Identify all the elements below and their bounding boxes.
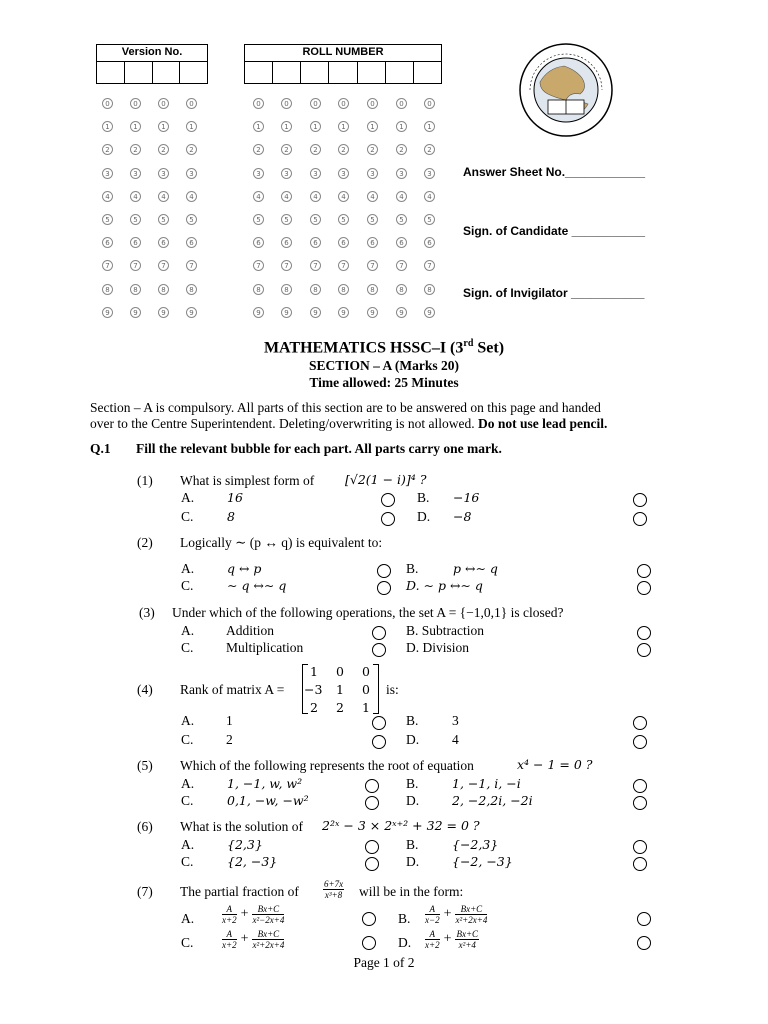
option-label-b: B. bbox=[417, 490, 430, 505]
digit-bubble-9[interactable]: 9 bbox=[130, 307, 141, 318]
digit-bubble-3[interactable]: 3 bbox=[253, 168, 264, 179]
digit-bubble-6[interactable]: 6 bbox=[310, 237, 321, 248]
roll-cell[interactable] bbox=[245, 62, 273, 84]
digit-bubble-2[interactable]: 2 bbox=[310, 144, 321, 155]
digit-bubble-1[interactable]: 1 bbox=[253, 121, 264, 132]
digit-bubble-9[interactable]: 9 bbox=[424, 307, 435, 318]
answer-bubble-c[interactable] bbox=[362, 936, 376, 950]
option-c-value: 8 bbox=[227, 509, 235, 524]
digit-bubble-6[interactable]: 6 bbox=[158, 237, 169, 248]
option-c-value: 2 bbox=[226, 732, 233, 747]
question-text: Under which of the following operations, the set A = {−1,0,1} is closed? bbox=[172, 605, 564, 620]
digit-bubble-9[interactable]: 9 bbox=[338, 307, 349, 318]
option-label-d: D. bbox=[417, 509, 431, 524]
digit-bubble-1[interactable]: 1 bbox=[338, 121, 349, 132]
answer-bubble-b[interactable] bbox=[637, 912, 651, 926]
option-label-b: B. bbox=[406, 837, 419, 852]
matrix-entry: 0 bbox=[362, 682, 370, 697]
question-number: (4) bbox=[137, 682, 153, 697]
digit-bubble-3[interactable]: 3 bbox=[158, 168, 169, 179]
question-number: (1) bbox=[137, 473, 153, 488]
digit-bubble-4[interactable]: 4 bbox=[102, 191, 113, 202]
digit-bubble-6[interactable]: 6 bbox=[253, 237, 264, 248]
digit-bubble-1[interactable]: 1 bbox=[158, 121, 169, 132]
option-b-value: {−2,3} bbox=[452, 837, 499, 852]
answer-bubble-d[interactable] bbox=[633, 857, 647, 871]
option-label-c: C. bbox=[181, 793, 194, 808]
digit-bubble-0[interactable]: 0 bbox=[367, 98, 378, 109]
digit-bubble-2[interactable]: 2 bbox=[253, 144, 264, 155]
digit-bubble-7[interactable]: 7 bbox=[367, 260, 378, 271]
answer-bubble-b[interactable] bbox=[633, 779, 647, 793]
candidate-signature[interactable]: Sign. of Candidate ___________ bbox=[463, 224, 646, 238]
option-d-value: D. Division bbox=[406, 640, 470, 655]
digit-bubble-6[interactable]: 6 bbox=[130, 237, 141, 248]
roll-cell[interactable] bbox=[386, 62, 414, 84]
digit-bubble-8[interactable]: 8 bbox=[367, 284, 378, 295]
answer-bubble-b[interactable] bbox=[633, 493, 647, 507]
answer-bubble-c[interactable] bbox=[365, 857, 379, 871]
digit-bubble-4[interactable]: 4 bbox=[130, 191, 141, 202]
digit-bubble-4[interactable]: 4 bbox=[186, 191, 197, 202]
digit-bubble-0[interactable]: 0 bbox=[338, 98, 349, 109]
option-b-value: 1, −1, i, −i bbox=[452, 776, 521, 791]
digit-bubble-2[interactable]: 2 bbox=[281, 144, 292, 155]
option-b-value: p ↔∼ q bbox=[453, 561, 498, 576]
digit-bubble-3[interactable]: 3 bbox=[310, 168, 321, 179]
option-c-value: Multiplication bbox=[226, 640, 304, 655]
matrix-entry: 1 bbox=[310, 664, 318, 679]
option-label-a: A. bbox=[181, 837, 195, 852]
digit-bubble-6[interactable]: 6 bbox=[102, 237, 113, 248]
digit-bubble-7[interactable]: 7 bbox=[424, 260, 435, 271]
option-label-c: C. bbox=[181, 578, 194, 593]
digit-bubble-8[interactable]: 8 bbox=[253, 284, 264, 295]
question-text: Logically ∼ (p ↔ q) is equivalent to: bbox=[180, 535, 383, 550]
option-c-value: {2, −3} bbox=[227, 854, 278, 869]
digit-bubble-0[interactable]: 0 bbox=[310, 98, 321, 109]
digit-bubble-9[interactable]: 9 bbox=[310, 307, 321, 318]
q1-label: Q.1 bbox=[90, 441, 111, 456]
version-label: Version No. bbox=[97, 45, 207, 62]
digit-bubble-9[interactable]: 9 bbox=[281, 307, 292, 318]
digit-bubble-0[interactable]: 0 bbox=[424, 98, 435, 109]
option-label-b: B. bbox=[406, 713, 419, 728]
digit-bubble-4[interactable]: 4 bbox=[281, 191, 292, 202]
question-text-end: will be in the form: bbox=[359, 884, 464, 899]
digit-bubble-5[interactable]: 5 bbox=[424, 214, 435, 225]
digit-bubble-4[interactable]: 4 bbox=[367, 191, 378, 202]
answer-sheet-number[interactable]: Answer Sheet No.____________ bbox=[463, 165, 646, 179]
option-a-fraction: $\frac{A}{x+2}$ + $\frac{Bx+C}{\text{x²−2x+4}}$ bbox=[222, 904, 285, 925]
digit-bubble-8[interactable]: 8 bbox=[424, 284, 435, 295]
answer-bubble-a[interactable] bbox=[377, 564, 391, 578]
digit-bubble-6[interactable]: 6 bbox=[338, 237, 349, 248]
digit-bubble-0[interactable]: 0 bbox=[281, 98, 292, 109]
option-label-c: C. bbox=[181, 935, 194, 950]
digit-bubble-6[interactable]: 6 bbox=[281, 237, 292, 248]
instructions-line2: over to the Centre Superintendent. Deleting/overwriting is not allowed. Do not use lead pencil. bbox=[90, 416, 608, 431]
option-label-d: D. bbox=[406, 854, 420, 869]
page-footer: Page 1 of 2 bbox=[353, 955, 415, 970]
answer-bubble-a[interactable] bbox=[381, 493, 395, 507]
digit-bubble-0[interactable]: 0 bbox=[186, 98, 197, 109]
option-b-fraction: $\frac{A}{x-2}$ + $\frac{Bx+C}{\text{x²+2x+4}}$ bbox=[425, 904, 488, 925]
digit-bubble-4[interactable]: 4 bbox=[396, 191, 407, 202]
matrix-entry: 0 bbox=[336, 664, 344, 679]
digit-bubble-1[interactable]: 1 bbox=[367, 121, 378, 132]
answer-bubble-b[interactable] bbox=[633, 840, 647, 854]
option-label-a: A. bbox=[181, 561, 195, 576]
answer-bubble-c[interactable] bbox=[365, 796, 379, 810]
digit-bubble-5[interactable]: 5 bbox=[396, 214, 407, 225]
digit-bubble-7[interactable]: 7 bbox=[158, 260, 169, 271]
option-a-value: Addition bbox=[226, 623, 275, 638]
option-label-c: C. bbox=[181, 854, 194, 869]
page-title: MATHEMATICS HSSC–I (3rd Set) bbox=[263, 338, 505, 357]
roll-cell[interactable] bbox=[301, 62, 329, 84]
matrix-right-bracket bbox=[373, 664, 379, 714]
digit-bubble-3[interactable]: 3 bbox=[281, 168, 292, 179]
roll-number-box bbox=[244, 44, 442, 84]
digit-bubble-8[interactable]: 8 bbox=[310, 284, 321, 295]
digit-bubble-5[interactable]: 5 bbox=[281, 214, 292, 225]
question-text-end: is: bbox=[386, 682, 399, 697]
answer-bubble-d[interactable] bbox=[633, 735, 647, 749]
answer-bubble-d[interactable] bbox=[633, 512, 647, 526]
version-cell[interactable] bbox=[153, 62, 181, 84]
digit-bubble-6[interactable]: 6 bbox=[396, 237, 407, 248]
option-a-value: 1 bbox=[226, 713, 233, 728]
option-b-value: 3 bbox=[452, 713, 459, 728]
question-fraction: $\frac{6+7x}{\text{x³+8}}$ bbox=[324, 879, 344, 900]
matrix-entry: 2 bbox=[336, 700, 344, 715]
question-expression: x⁴ − 1 = 0 ? bbox=[517, 757, 593, 772]
option-c-value: 0,1, −w, −w² bbox=[227, 793, 309, 808]
digit-bubble-3[interactable]: 3 bbox=[367, 168, 378, 179]
digit-bubble-2[interactable]: 2 bbox=[186, 144, 197, 155]
option-label-c: C. bbox=[181, 640, 194, 655]
answer-bubble-a[interactable] bbox=[372, 626, 386, 640]
instructions-line1: Section – A is compulsory. All parts of this section are to be answered on this page and handed bbox=[90, 400, 601, 415]
option-label-a: A. bbox=[181, 623, 195, 638]
answer-bubble-a[interactable] bbox=[362, 912, 376, 926]
invigilator-signature[interactable]: Sign. of Invigilator ___________ bbox=[463, 286, 645, 300]
option-b-value: B. Subtraction bbox=[406, 623, 484, 638]
q1-text: Fill the relevant bubble for each part. All parts carry one mark. bbox=[136, 441, 502, 456]
digit-bubble-3[interactable]: 3 bbox=[102, 168, 113, 179]
digit-bubble-5[interactable]: 5 bbox=[253, 214, 264, 225]
option-d-value: −8 bbox=[453, 509, 472, 524]
globe-seal-icon bbox=[518, 42, 614, 138]
digit-bubble-5[interactable]: 5 bbox=[158, 214, 169, 225]
option-d-value: 4 bbox=[452, 732, 459, 747]
digit-bubble-1[interactable]: 1 bbox=[186, 121, 197, 132]
digit-bubble-5[interactable]: 5 bbox=[102, 214, 113, 225]
answer-bubble-a[interactable] bbox=[365, 840, 379, 854]
digit-bubble-9[interactable]: 9 bbox=[186, 307, 197, 318]
roll-number-label: ROLL NUMBER bbox=[245, 45, 441, 62]
option-a-value: 16 bbox=[227, 490, 243, 505]
digit-bubble-8[interactable]: 8 bbox=[396, 284, 407, 295]
option-label-c: C. bbox=[181, 732, 194, 747]
option-label-b: B. bbox=[406, 776, 419, 791]
question-text: Rank of matrix A = bbox=[180, 682, 285, 697]
option-a-value: 1, −1, w, w² bbox=[227, 776, 303, 791]
digit-bubble-5[interactable]: 5 bbox=[367, 214, 378, 225]
digit-bubble-1[interactable]: 1 bbox=[424, 121, 435, 132]
roll-cell[interactable] bbox=[273, 62, 301, 84]
answer-bubble-b[interactable] bbox=[633, 716, 647, 730]
digit-bubble-7[interactable]: 7 bbox=[186, 260, 197, 271]
digit-bubble-7[interactable]: 7 bbox=[310, 260, 321, 271]
digit-bubble-2[interactable]: 2 bbox=[338, 144, 349, 155]
digit-bubble-9[interactable]: 9 bbox=[253, 307, 264, 318]
option-d-value: D. ∼ p ↔∼ q bbox=[406, 578, 483, 593]
question-text: Which of the following represents the root of equation bbox=[180, 758, 474, 773]
question-number: (7) bbox=[137, 884, 153, 899]
question-number: (5) bbox=[137, 758, 153, 773]
answer-bubble-d[interactable] bbox=[633, 796, 647, 810]
digit-bubble-6[interactable]: 6 bbox=[186, 237, 197, 248]
matrix-entry: 0 bbox=[362, 664, 370, 679]
option-label-a: A. bbox=[181, 776, 195, 791]
question-number: (2) bbox=[137, 535, 153, 550]
digit-bubble-0[interactable]: 0 bbox=[253, 98, 264, 109]
digit-bubble-4[interactable]: 4 bbox=[338, 191, 349, 202]
digit-bubble-7[interactable]: 7 bbox=[338, 260, 349, 271]
digit-bubble-7[interactable]: 7 bbox=[253, 260, 264, 271]
digit-bubble-8[interactable]: 8 bbox=[186, 284, 197, 295]
digit-bubble-1[interactable]: 1 bbox=[130, 121, 141, 132]
option-label-d: D. bbox=[406, 793, 420, 808]
digit-bubble-9[interactable]: 9 bbox=[158, 307, 169, 318]
time-allowed: Time allowed: 25 Minutes bbox=[309, 375, 459, 390]
answer-bubble-c[interactable] bbox=[377, 581, 391, 595]
logo-text bbox=[518, 42, 519, 43]
digit-bubble-8[interactable]: 8 bbox=[281, 284, 292, 295]
answer-bubble-c[interactable] bbox=[372, 735, 386, 749]
digit-bubble-6[interactable]: 6 bbox=[424, 237, 435, 248]
digit-bubble-8[interactable]: 8 bbox=[158, 284, 169, 295]
digit-bubble-3[interactable]: 3 bbox=[186, 168, 197, 179]
answer-bubble-a[interactable] bbox=[365, 779, 379, 793]
option-c-value: ∼ q ↔∼ q bbox=[227, 578, 287, 593]
digit-bubble-8[interactable]: 8 bbox=[102, 284, 113, 295]
digit-bubble-7[interactable]: 7 bbox=[396, 260, 407, 271]
digit-bubble-2[interactable]: 2 bbox=[424, 144, 435, 155]
digit-bubble-9[interactable]: 9 bbox=[396, 307, 407, 318]
matrix-entry: 1 bbox=[362, 700, 370, 715]
answer-bubble-d[interactable] bbox=[637, 643, 651, 657]
option-label-b: B. bbox=[406, 561, 419, 576]
answer-bubble-d[interactable] bbox=[637, 936, 651, 950]
digit-bubble-0[interactable]: 0 bbox=[158, 98, 169, 109]
answer-bubble-d[interactable] bbox=[637, 581, 651, 595]
digit-bubble-3[interactable]: 3 bbox=[424, 168, 435, 179]
digit-bubble-5[interactable]: 5 bbox=[338, 214, 349, 225]
digit-bubble-2[interactable]: 2 bbox=[130, 144, 141, 155]
digit-bubble-9[interactable]: 9 bbox=[102, 307, 113, 318]
answer-bubble-a[interactable] bbox=[372, 716, 386, 730]
digit-bubble-7[interactable]: 7 bbox=[102, 260, 113, 271]
digit-bubble-0[interactable]: 0 bbox=[396, 98, 407, 109]
option-label-c: C. bbox=[181, 509, 194, 524]
option-label-a: A. bbox=[181, 911, 195, 926]
roll-cell[interactable] bbox=[329, 62, 357, 84]
option-c-fraction: $\frac{A}{x+2}$ + $\frac{Bx+C}{\text{x²+2x+4}}$ bbox=[222, 929, 285, 950]
roll-cell[interactable] bbox=[358, 62, 386, 84]
version-box bbox=[96, 44, 208, 84]
answer-bubble-c[interactable] bbox=[372, 643, 386, 657]
version-cell[interactable] bbox=[97, 62, 125, 84]
question-number: (6) bbox=[137, 819, 153, 834]
option-a-value: {2,3} bbox=[227, 837, 263, 852]
question-text: What is the solution of bbox=[180, 819, 303, 834]
option-d-value: {−2, −3} bbox=[452, 854, 513, 869]
option-d-value: 2, −2,2i, −2i bbox=[452, 793, 533, 808]
question-text: What is simplest form of bbox=[180, 473, 315, 488]
option-d-fraction: $\frac{A}{x+2}$ + $\frac{Bx+C}{\text{x²+4}}$ bbox=[425, 929, 479, 950]
digit-bubble-4[interactable]: 4 bbox=[424, 191, 435, 202]
option-a-value: q ↔ p bbox=[227, 561, 262, 576]
section-heading: SECTION – A (Marks 20) bbox=[308, 358, 460, 373]
digit-bubble-9[interactable]: 9 bbox=[367, 307, 378, 318]
digit-bubble-2[interactable]: 2 bbox=[102, 144, 113, 155]
digit-bubble-1[interactable]: 1 bbox=[310, 121, 321, 132]
digit-bubble-4[interactable]: 4 bbox=[253, 191, 264, 202]
version-cell[interactable] bbox=[125, 62, 153, 84]
answer-bubble-c[interactable] bbox=[381, 512, 395, 526]
digit-bubble-5[interactable]: 5 bbox=[186, 214, 197, 225]
digit-bubble-1[interactable]: 1 bbox=[396, 121, 407, 132]
roll-cell[interactable] bbox=[414, 62, 441, 84]
digit-bubble-5[interactable]: 5 bbox=[130, 214, 141, 225]
digit-bubble-1[interactable]: 1 bbox=[281, 121, 292, 132]
option-label-a: A. bbox=[181, 713, 195, 728]
digit-bubble-3[interactable]: 3 bbox=[130, 168, 141, 179]
digit-bubble-2[interactable]: 2 bbox=[367, 144, 378, 155]
digit-bubble-0[interactable]: 0 bbox=[130, 98, 141, 109]
digit-bubble-5[interactable]: 5 bbox=[310, 214, 321, 225]
digit-bubble-2[interactable]: 2 bbox=[158, 144, 169, 155]
version-cell[interactable] bbox=[180, 62, 207, 84]
digit-bubble-0[interactable]: 0 bbox=[102, 98, 113, 109]
digit-bubble-2[interactable]: 2 bbox=[396, 144, 407, 155]
question-text: The partial fraction of bbox=[180, 884, 299, 899]
matrix-entry: −3 bbox=[304, 682, 323, 697]
option-label-d: D. bbox=[406, 732, 420, 747]
digit-bubble-7[interactable]: 7 bbox=[281, 260, 292, 271]
digit-bubble-7[interactable]: 7 bbox=[130, 260, 141, 271]
digit-bubble-1[interactable]: 1 bbox=[102, 121, 113, 132]
digit-bubble-8[interactable]: 8 bbox=[338, 284, 349, 295]
option-label-d: D. bbox=[398, 935, 412, 950]
digit-bubble-4[interactable]: 4 bbox=[310, 191, 321, 202]
digit-bubble-6[interactable]: 6 bbox=[367, 237, 378, 248]
question-expression: 2²ˣ − 3 × 2ˣ⁺² + 32 = 0 ? bbox=[322, 818, 480, 833]
digit-bubble-8[interactable]: 8 bbox=[130, 284, 141, 295]
instructions bbox=[90, 400, 690, 432]
answer-bubble-b[interactable] bbox=[637, 564, 651, 578]
option-label-a: A. bbox=[181, 490, 195, 505]
board-logo bbox=[518, 42, 614, 138]
digit-bubble-3[interactable]: 3 bbox=[396, 168, 407, 179]
answer-bubble-b[interactable] bbox=[637, 626, 651, 640]
matrix-entry: 2 bbox=[310, 700, 318, 715]
question-number: (3) bbox=[139, 605, 155, 620]
digit-bubble-4[interactable]: 4 bbox=[158, 191, 169, 202]
option-b-value: −16 bbox=[453, 490, 480, 505]
matrix-entry: 1 bbox=[336, 682, 344, 697]
option-label-b: B. bbox=[398, 911, 411, 926]
question-expression: [√2(1 − i)]⁴ ? bbox=[345, 472, 427, 487]
digit-bubble-3[interactable]: 3 bbox=[338, 168, 349, 179]
